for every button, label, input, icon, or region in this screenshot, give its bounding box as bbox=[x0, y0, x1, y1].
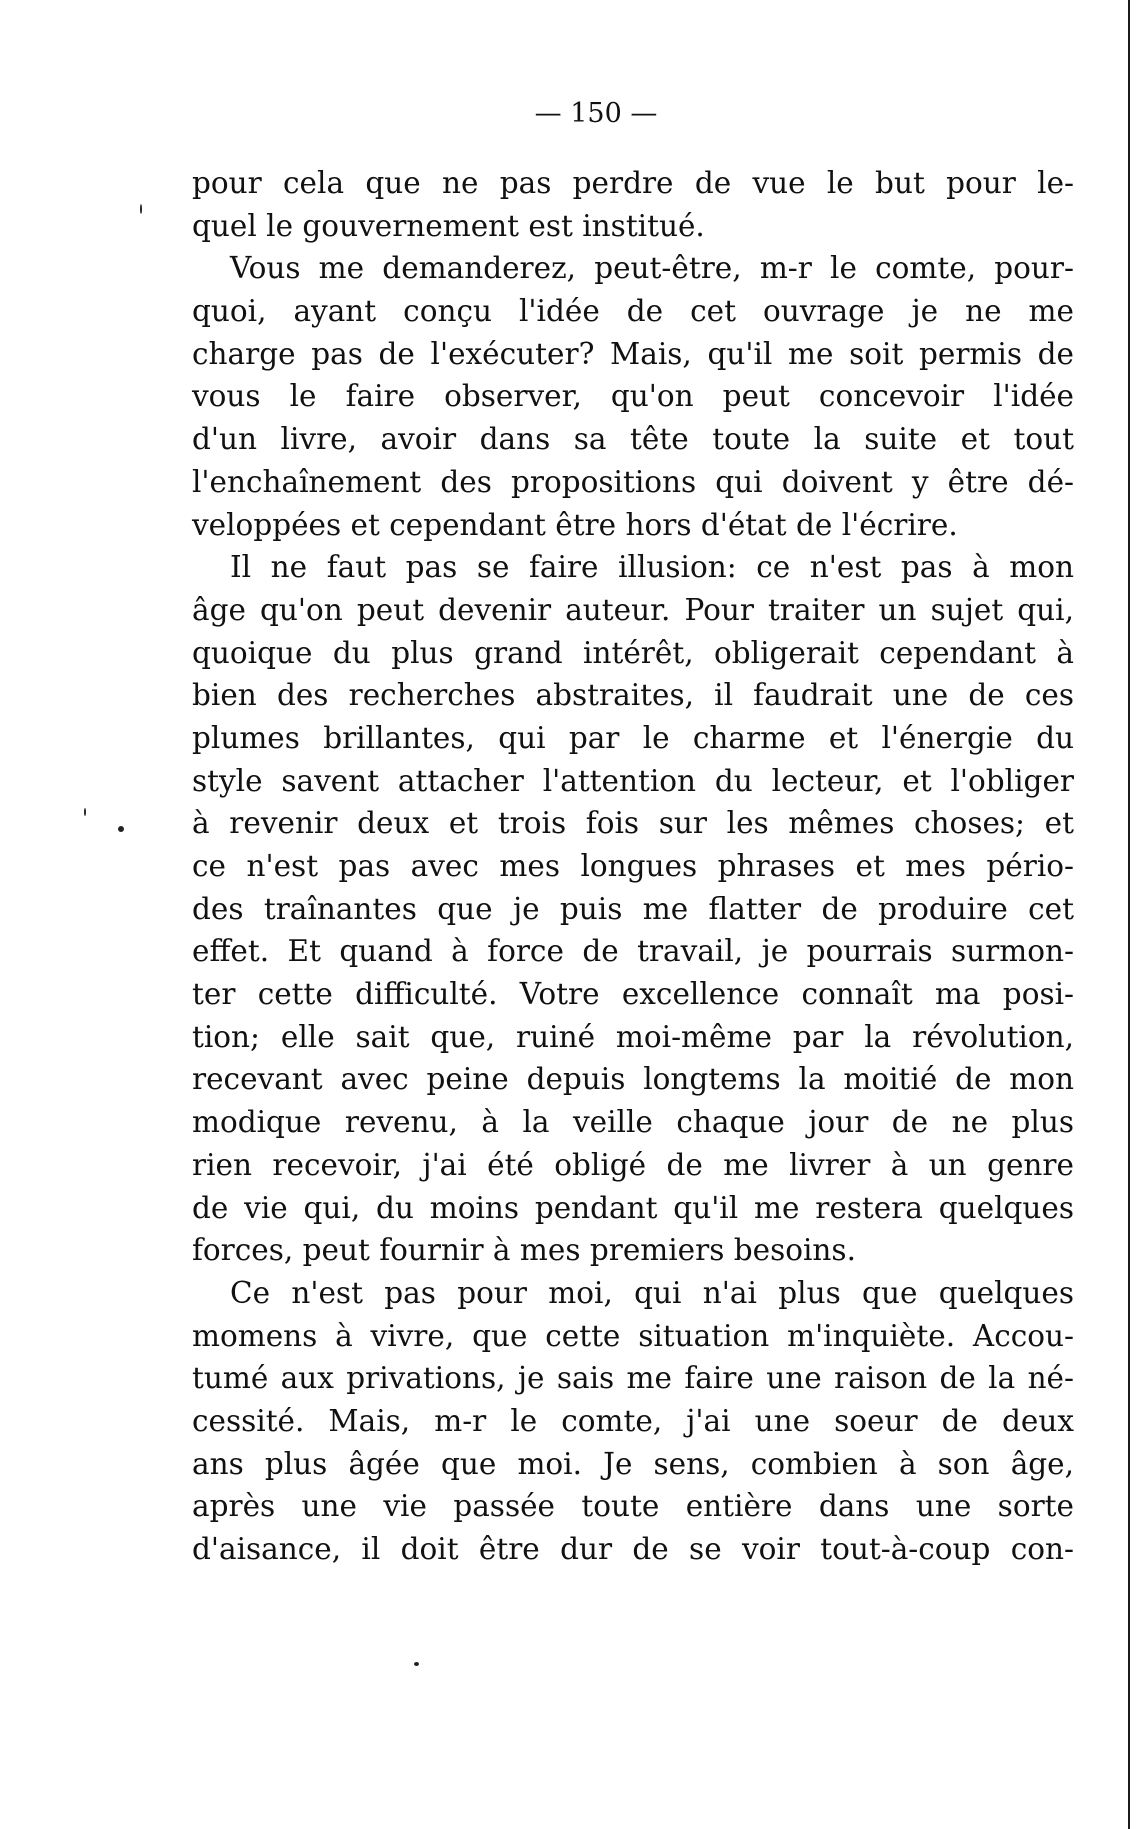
text-line: forces, peut fournir à mes premiers besoins. bbox=[192, 1233, 856, 1268]
text-line: Vous me demanderez, peut-être, m-r le comte, pour- bbox=[230, 251, 1074, 286]
scan-speck bbox=[118, 826, 124, 832]
scan-speck bbox=[414, 1662, 419, 1666]
text-line: veloppées et cependant être hors d'état de l'écrire. bbox=[192, 507, 958, 542]
text-line: d'aisance, il doit être dur de se voir tout-à-coup con- bbox=[192, 1532, 1074, 1566]
text-line: l'enchaînement des propositions qui doivent y être dé- bbox=[192, 464, 1074, 499]
text-line: âge qu'on peut devenir auteur. Pour traiter un sujet qui, bbox=[192, 592, 1074, 627]
text-line: ce n'est pas avec mes longues phrases et mes pério- bbox=[192, 849, 1074, 883]
body-text bbox=[192, 162, 1074, 1571]
text-line: plumes brillantes, qui par le charme et l'énergie du bbox=[192, 720, 1074, 755]
text-line: pour cela que ne pas perdre de vue le but pour le- bbox=[192, 166, 1074, 200]
text-line: modique revenu, à la veille chaque jour de ne plus bbox=[192, 1105, 1074, 1140]
text-line: rien recevoir, j'ai été obligé de me livrer à un genre bbox=[192, 1147, 1074, 1182]
text-line: tion; elle sait que, ruiné moi-même par la révolution, bbox=[192, 1019, 1074, 1054]
text-line: d'un livre, avoir dans sa tête toute la suite et tout bbox=[192, 422, 1074, 457]
text-line: charge pas de l'exécuter? Mais, qu'il me soit permis de bbox=[192, 336, 1074, 371]
text-line: après une vie passée toute entière dans une sorte bbox=[192, 1489, 1074, 1524]
text-line: de vie qui, du moins pendant qu'il me restera quelques bbox=[192, 1190, 1074, 1225]
text-line: effet. Et quand à force de travail, je pourrais surmon- bbox=[192, 934, 1074, 969]
text-line: ter cette difficulté. Votre excellence connaît ma posi- bbox=[192, 977, 1074, 1012]
text-line: vous le faire observer, qu'on peut concevoir l'idée bbox=[192, 379, 1074, 414]
text-line: bien des recherches abstraites, il faudrait une de ces bbox=[192, 678, 1074, 713]
page-number: — 150 — bbox=[534, 98, 658, 129]
text-line: cessité. Mais, m-r le comte, j'ai une soeur de deux bbox=[192, 1403, 1074, 1438]
text-line: quoique du plus grand intérêt, obligerait cependant à bbox=[192, 635, 1074, 670]
text-line: momens à vivre, que cette situation m'inquiète. Accou- bbox=[192, 1318, 1074, 1353]
text-line: des traînantes que je puis me flatter de produire cet bbox=[192, 891, 1074, 926]
text-line: quel le gouvernement est institué. bbox=[192, 208, 705, 243]
text-line: tumé aux privations, je sais me faire une raison de la né- bbox=[192, 1361, 1074, 1396]
text-line: quoi, ayant conçu l'idée de cet ouvrage je ne me bbox=[192, 294, 1074, 329]
scan-speck bbox=[84, 808, 86, 816]
text-line: Ce n'est pas pour moi, qui n'ai plus que quelques bbox=[230, 1275, 1074, 1310]
text-line: recevant avec peine depuis longtems la moitié de mon bbox=[192, 1062, 1074, 1097]
text-line: style savent attacher l'attention du lecteur, et l'obliger bbox=[192, 763, 1074, 798]
text-line: ans plus âgée que moi. Je sens, combien à son âge, bbox=[192, 1446, 1074, 1481]
scan-speck bbox=[140, 204, 142, 214]
page-edge-line bbox=[1128, 0, 1130, 1829]
text-line: Il ne faut pas se faire illusion: ce n'est pas à mon bbox=[230, 550, 1074, 585]
text-line: à revenir deux et trois fois sur les mêmes choses; et bbox=[192, 806, 1074, 841]
